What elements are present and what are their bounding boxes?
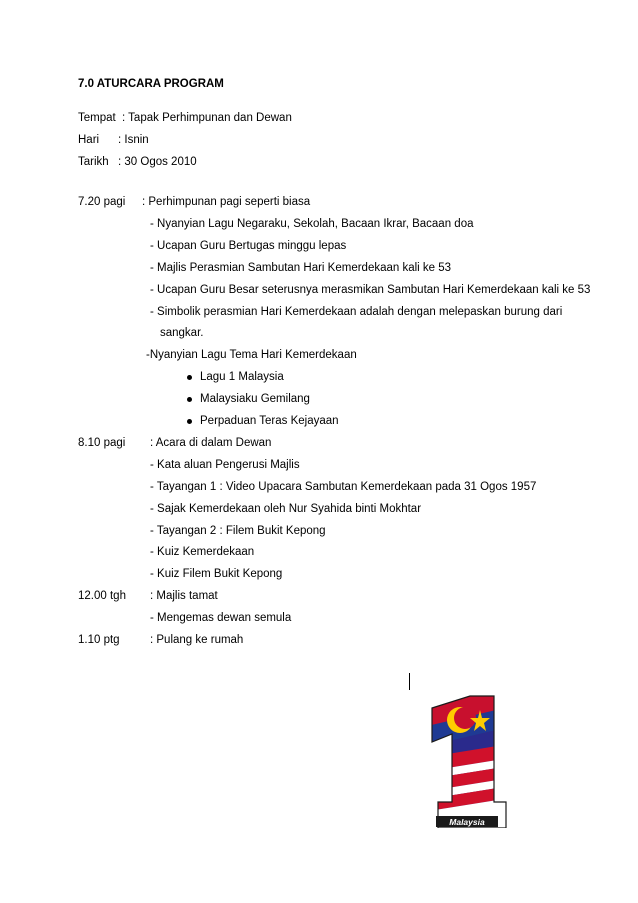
schedule-line: - Tayangan 1 : Video Upacara Sambutan Kemerdekaan pada 31 Ogos 1957 <box>150 481 537 493</box>
meta-value-tempat: : Tapak Perhimpunan dan Dewan <box>122 112 292 124</box>
logo-text: Malaysia <box>449 817 485 827</box>
section-title: 7.0 ATURCARA PROGRAM <box>78 78 224 90</box>
schedule-line: - Kata aluan Pengerusi Majlis <box>150 459 300 471</box>
schedule-line: - Kuiz Filem Bukit Kepong <box>150 568 283 580</box>
schedule-line: : Pulang ke rumah <box>150 634 244 646</box>
meta-value-tarikh: : 30 Ogos 2010 <box>118 156 197 168</box>
time-slot: 7.20 pagi <box>78 196 126 208</box>
meta-label-tarikh: Tarikh <box>78 156 109 168</box>
schedule-line: - Kuiz Kemerdekaan <box>150 546 255 558</box>
meta-label-hari: Hari <box>78 134 100 146</box>
meta-value-hari: : Isnin <box>118 134 149 146</box>
song-item: Perpaduan Teras Kejayaan <box>200 415 339 427</box>
bullet-icon <box>187 397 192 402</box>
song-item: Lagu 1 Malaysia <box>200 371 284 383</box>
bullet-icon <box>187 419 192 424</box>
schedule-line: - Tayangan 2 : Filem Bukit Kepong <box>150 525 326 537</box>
schedule-line: -Nyanyian Lagu Tema Hari Kemerdekaan <box>146 349 357 361</box>
schedule-line: - Simbolik perasmian Hari Kemerdekaan adalah dengan melepaskan burung dari <box>150 306 563 318</box>
time-slot: 12.00 tgh <box>78 590 126 602</box>
schedule-line: - Nyanyian Lagu Negaraku, Sekolah, Bacaan Ikrar, Bacaan doa <box>150 218 474 230</box>
schedule-line: - Ucapan Guru Besar seterusnya merasmikan Sambutan Hari Kemerdekaan kali ke 53 <box>150 284 591 296</box>
bullet-icon <box>187 375 192 380</box>
time-slot: 8.10 pagi <box>78 437 126 449</box>
1malaysia-logo-icon <box>410 690 522 828</box>
schedule-line: sangkar. <box>160 327 204 339</box>
time-slot: 1.10 ptg <box>78 634 120 646</box>
schedule-line: - Sajak Kemerdekaan oleh Nur Syahida binti Mokhtar <box>150 503 422 515</box>
schedule-line: : Acara di dalam Dewan <box>150 437 272 449</box>
schedule-line: : Perhimpunan pagi seperti biasa <box>142 196 311 208</box>
schedule-line: - Ucapan Guru Bertugas minggu lepas <box>150 240 347 252</box>
schedule-line: : Majlis tamat <box>150 590 218 602</box>
schedule-line: - Majlis Perasmian Sambutan Hari Kemerdekaan kali ke 53 <box>150 262 452 274</box>
meta-label-tempat: Tempat <box>78 112 116 124</box>
song-item: Malaysiaku Gemilang <box>200 393 310 405</box>
schedule-line: - Mengemas dewan semula <box>150 612 292 624</box>
text-cursor <box>409 673 410 690</box>
